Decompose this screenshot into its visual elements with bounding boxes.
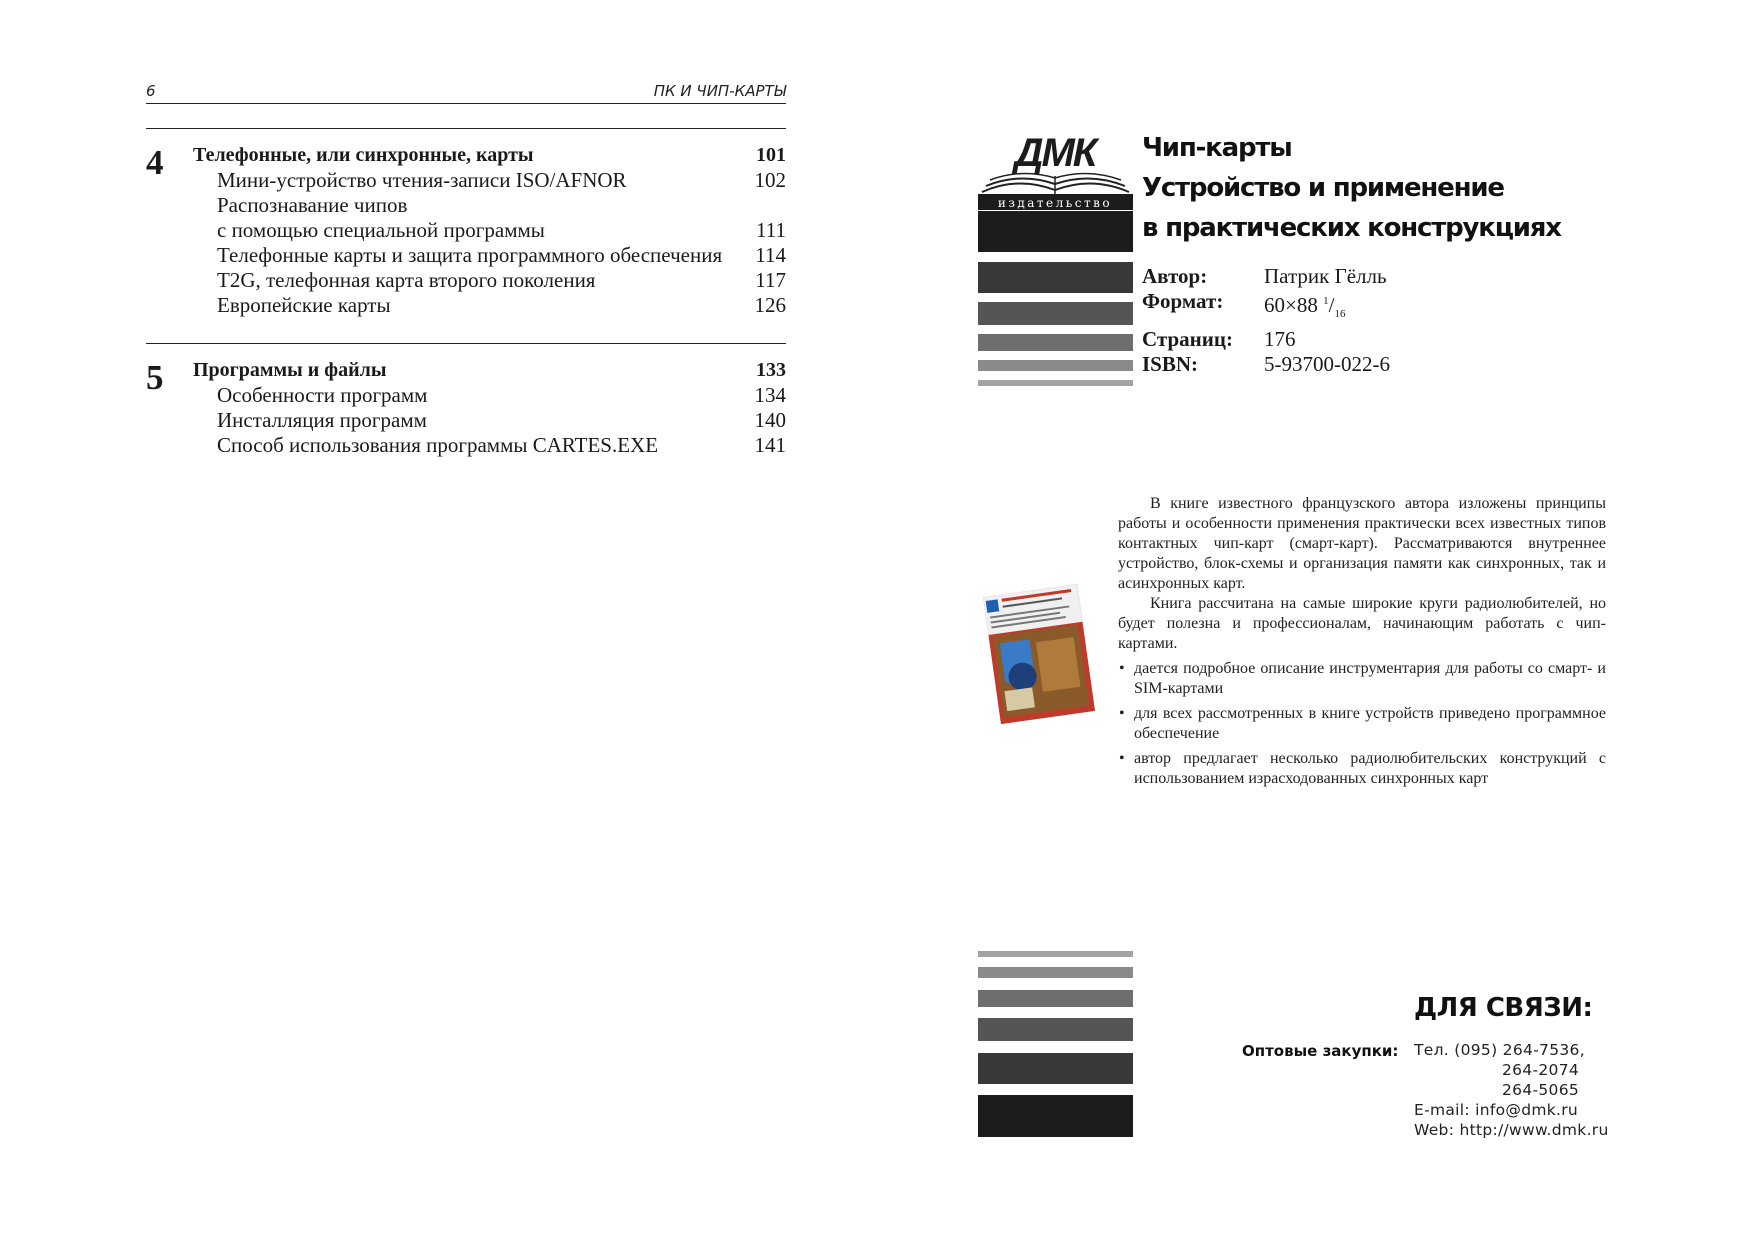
description-paragraph: Книга рассчитана на самые широкие круги радиолюбителей, но будет полезна и профессионалам, начинающим работать с чип-картами.	[1118, 595, 1606, 652]
toc-chapter-title[interactable]	[146, 358, 786, 383]
book-description	[1118, 494, 1606, 794]
meta-label: Автор:	[1142, 264, 1208, 288]
contact-phone: Тел. (095) 264-7536,	[1414, 1041, 1585, 1059]
toc-page-number: 117	[755, 268, 786, 292]
contact-phone: 264-2074	[1502, 1061, 1580, 1079]
chapter-number: 4	[146, 143, 164, 182]
running-title: ПК И ЧИП-КАРТЫ	[653, 82, 786, 100]
left-page	[146, 82, 786, 458]
book-meta	[1142, 264, 1390, 377]
decor-stripe	[978, 1053, 1133, 1084]
meta-value: 5-93700-022-6	[1264, 352, 1390, 377]
toc-entry[interactable]	[146, 268, 786, 293]
toc-chapter-title[interactable]	[146, 143, 786, 168]
toc-entry-text: Инсталляция программ	[217, 408, 427, 432]
toc-entry-text: с помощью специальной программы	[217, 218, 545, 242]
toc-entry[interactable]	[146, 383, 786, 408]
toc-entry[interactable]	[146, 408, 786, 433]
meta-isbn	[1142, 352, 1390, 377]
book-title-line: Устройство и применение	[1142, 173, 1504, 203]
toc-chapter-title-text: Программы и файлы	[193, 359, 387, 381]
toc-entry[interactable]	[146, 243, 786, 268]
book-cover-image	[978, 582, 1103, 732]
page-number: 6	[146, 82, 156, 100]
running-head	[146, 82, 786, 104]
toc-page-number: 140	[754, 408, 786, 432]
toc-entry-text: Европейские карты	[217, 293, 391, 317]
toc-chapter-4	[146, 128, 786, 318]
toc-page-number: 101	[756, 144, 786, 166]
meta-author	[1142, 264, 1390, 289]
meta-label: Формат:	[1142, 289, 1224, 313]
meta-pages	[1142, 327, 1390, 352]
toc-entry-text: Телефонные карты и защита программного обеспечения	[217, 243, 723, 267]
toc-page-number: 141	[754, 433, 786, 457]
toc-entry-text: T2G, телефонная карта второго поколения	[217, 268, 596, 292]
meta-format	[1142, 289, 1390, 327]
decor-stripe	[978, 951, 1133, 957]
book-title-line: в практических конструкциях	[1142, 213, 1561, 243]
feature-item: • для всех рассмотренных в книге устройств приведено программное обеспечение	[1118, 704, 1606, 744]
decor-stripe	[978, 211, 1133, 252]
publisher-logo	[978, 132, 1133, 210]
toc-entry[interactable]	[146, 193, 786, 218]
decor-stripe	[978, 380, 1133, 386]
toc-page-number: 126	[754, 293, 786, 317]
meta-value: 60×88 $^1/_{16}$	[1264, 293, 1346, 321]
toc-entry-text: Распознавание чипов	[217, 193, 408, 217]
meta-value: Патрик Гёлль	[1264, 264, 1387, 288]
book-icon	[982, 173, 1129, 194]
contact-web[interactable]: Web: http://www.dmk.ru	[1414, 1121, 1609, 1139]
decor-stripe	[978, 302, 1133, 325]
decor-stripe	[978, 262, 1133, 293]
contact-label: Оптовые закупки:	[1242, 1042, 1399, 1060]
toc-entry-text: Способ использования программы CARTES.EXE	[217, 433, 659, 457]
feature-item: • дается подробное описание инструментария для работы со смарт- и SIM-картами	[1118, 659, 1606, 699]
toc-entry[interactable]	[146, 168, 786, 193]
meta-value: 176	[1264, 327, 1296, 352]
contact-heading: ДЛЯ СВЯЗИ:	[1414, 993, 1593, 1023]
toc-page-number: 134	[754, 383, 786, 407]
toc-chapter-title-text: Телефонные, или синхронные, карты	[193, 144, 534, 166]
decor-stripe	[978, 990, 1133, 1007]
decor-stripe	[978, 1018, 1133, 1041]
feature-list	[1118, 659, 1606, 789]
decor-stripe	[978, 334, 1133, 351]
description-paragraph: В книге известного французского автора изложены принципы работы и особенности применения практически всех известных типов контактных чип-карт (смарт-карт). Рассматриваются внутреннее устройство, блок-схемы и организация памяти как синхронных, так и асинхронных карт.	[1118, 495, 1606, 592]
feature-item: • автор предлагает несколько радиолюбительских конструкций с использованием израсходованных синхронных карт	[1118, 749, 1606, 789]
toc-entry-text: Мини-устройство чтения-записи ISO/AFNOR	[217, 168, 627, 192]
logo-subtitle: издательство	[997, 196, 1113, 210]
toc-entry-text: Особенности программ	[217, 383, 428, 407]
toc-chapter-5	[146, 343, 786, 458]
contact-details	[1414, 1040, 1609, 1140]
decor-stripe	[978, 360, 1133, 371]
contact-email[interactable]: E-mail: info@dmk.ru	[1414, 1101, 1579, 1119]
toc-entry[interactable]	[146, 293, 786, 318]
toc-page-number: 111	[756, 218, 786, 242]
decor-stripe	[978, 967, 1133, 978]
logo-letters: ДМК	[1014, 132, 1096, 175]
meta-label: Страниц:	[1142, 327, 1233, 352]
book-title-line: Чип-карты	[1142, 133, 1292, 163]
book-title	[1142, 128, 1561, 248]
chapter-number: 5	[146, 358, 164, 397]
toc-entry[interactable]	[146, 218, 786, 243]
meta-label: ISBN:	[1142, 352, 1199, 377]
toc-page-number: 114	[755, 243, 786, 267]
contact-phone: 264-5065	[1502, 1081, 1580, 1099]
decor-stripe	[978, 1095, 1133, 1137]
toc-entry[interactable]	[146, 433, 786, 458]
toc-page-number: 133	[756, 359, 786, 381]
toc-page-number: 102	[754, 168, 786, 192]
